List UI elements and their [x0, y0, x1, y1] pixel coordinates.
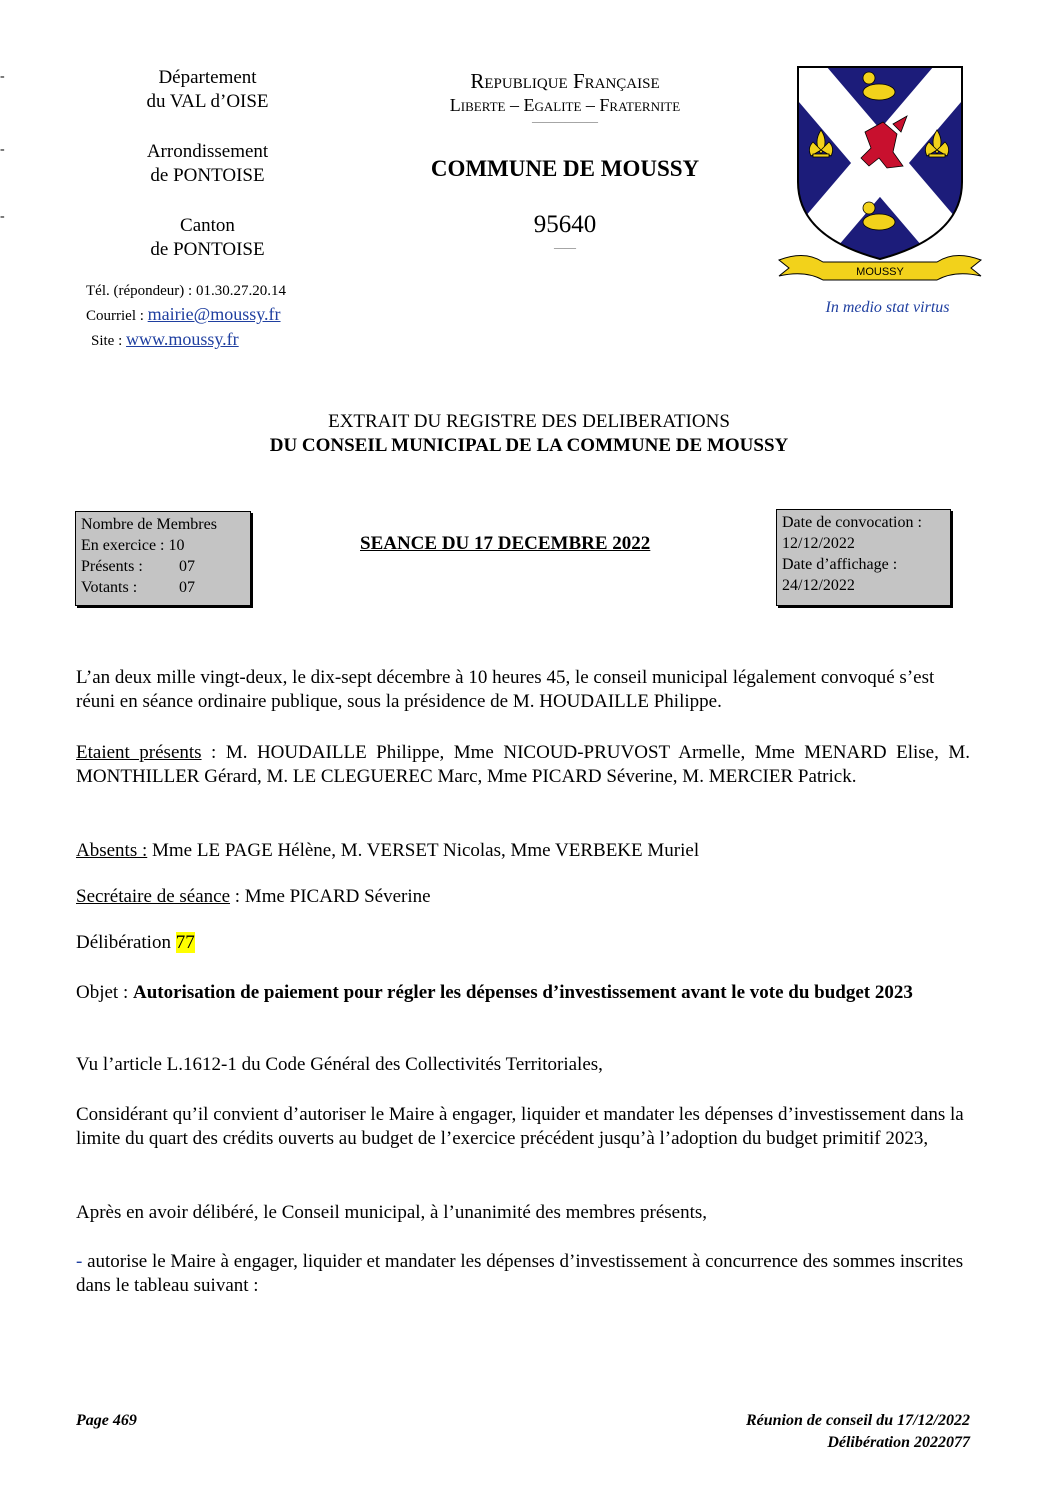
deliberation-label: Délibération — [76, 932, 176, 953]
secretaire-paragraph — [76, 885, 970, 909]
arr-label: Arrondissement — [146, 141, 269, 162]
apres-paragraph: Après en avoir délibéré, le Conseil municipal, à l’unanimité des membres présents, — [76, 1202, 708, 1223]
republique-title: Republique Française — [470, 69, 660, 93]
affichage-date: 24/12/2022 — [782, 577, 855, 594]
postal-code: 95640 — [533, 211, 597, 238]
presents-label: Etaient présents — [76, 742, 202, 763]
deliberation-line — [76, 931, 970, 955]
members-box — [75, 511, 251, 606]
coat-of-arms — [775, 62, 985, 292]
margin-mark: - — [0, 142, 5, 157]
contact-site — [91, 327, 239, 353]
intro-paragraph: L’an deux mille vingt-deux, le dix-sept décembre à 10 heures 45, le conseil municipal légalement convoqué s’est réuni en séance ordinaire publique, sous la présidence de M. HOUDAILLE Philippe. — [76, 667, 935, 712]
members-votants: Votants : 07 — [81, 579, 195, 596]
department-block — [100, 66, 315, 262]
dept-name: du VAL d’OISE — [146, 91, 269, 112]
margin-mark: - — [0, 69, 5, 84]
footer-deliberation: Délibération 2022077 — [827, 1434, 970, 1451]
motto: In medio stat virtus — [825, 299, 950, 316]
separator-rule: —— — [554, 242, 576, 254]
footer-reunion: Réunion de conseil du 17/12/2022 — [745, 1412, 970, 1429]
contact-tel: Tél. (répondeur) : 01.30.27.20.14 — [86, 283, 286, 299]
document-title — [0, 410, 1058, 458]
footer-right — [620, 1410, 970, 1454]
banner-text: MOUSSY — [856, 266, 904, 278]
presents-list: : M. HOUDAILLE Philippe, Mme NICOUD-PRUVOST Armelle, Mme MENARD Elise, M. MONTHILLER Gérard, M. LE CLEGUEREC Marc, Mme PICARD Séverine, M. MERCIER Patrick. — [76, 742, 970, 787]
objet-paragraph — [76, 981, 970, 1005]
dept-label: Département — [158, 67, 257, 88]
secretaire-name: : Mme PICARD Séverine — [230, 886, 431, 907]
considerant-paragraph: Considérant qu’il convient d’autoriser le Maire à engager, liquider et mandater les dépenses d’investissement dans la limite du quart des crédits ouverts au budget de l’exercice précédent jusqu’à l’adoption du budget primitif 2023, — [76, 1104, 964, 1149]
vu-paragraph: Vu l’article L.1612-1 du Code Général des Collectivités Territoriales, — [76, 1054, 603, 1075]
absents-paragraph — [76, 839, 970, 863]
list-dash: - — [76, 1251, 88, 1272]
site-label: Site : — [91, 333, 127, 349]
autorise-paragraph — [76, 1250, 970, 1298]
arr-name: de PONTOISE — [150, 165, 265, 186]
title-line2: DU CONSEIL MUNICIPAL DE LA COMMUNE DE MOUSSY — [269, 435, 789, 456]
page-number: Page 469 — [76, 1412, 137, 1429]
autorise-text: autorise le Maire à engager, liquider et mandater les dépenses d’investissement à concurrence des sommes inscrites dans le tableau suivant : — [76, 1251, 964, 1296]
absents-list: Mme LE PAGE Hélène, M. VERSET Nicolas, Mme VERBEKE Muriel — [147, 840, 700, 861]
canton-name: de PONTOISE — [150, 239, 265, 260]
objet-label: Objet : — [76, 982, 133, 1003]
courriel-label: Courriel : — [86, 308, 148, 324]
website-link[interactable]: www.moussy.fr — [126, 329, 239, 349]
convocation-label: Date de convocation : — [782, 514, 922, 531]
republic-block — [380, 69, 750, 128]
presents-paragraph — [76, 741, 970, 789]
secretaire-label: Secrétaire de séance — [76, 886, 231, 907]
email-link[interactable]: mairie@moussy.fr — [147, 304, 281, 324]
members-presents: Présents : 07 — [81, 558, 195, 575]
dates-box — [776, 509, 951, 606]
deliberation-number: 77 — [175, 932, 195, 953]
members-title: Nombre de Membres — [81, 516, 217, 533]
coat-of-arms-icon — [775, 62, 985, 292]
devise: Liberte – Egalite – Fraternite — [449, 95, 681, 115]
commune-title: COMMUNE DE MOUSSY — [430, 156, 700, 181]
absents-label: Absents : — [76, 840, 148, 861]
separator-rule: —————— — [532, 116, 598, 128]
members-exercice: En exercice : 10 — [81, 537, 185, 554]
canton-label: Canton — [180, 215, 235, 236]
contact-courriel — [86, 302, 281, 328]
convocation-date: 12/12/2022 — [782, 535, 855, 552]
title-line1: EXTRAIT DU REGISTRE DES DELIBERATIONS — [328, 411, 730, 432]
margin-mark: - — [0, 209, 5, 224]
seance-title: SEANCE DU 17 DECEMBRE 2022 — [360, 533, 651, 554]
affichage-label: Date d’affichage : — [782, 556, 898, 573]
objet-text: Autorisation de paiement pour régler les dépenses d’investissement avant le vote du budget 2023 — [133, 982, 913, 1003]
